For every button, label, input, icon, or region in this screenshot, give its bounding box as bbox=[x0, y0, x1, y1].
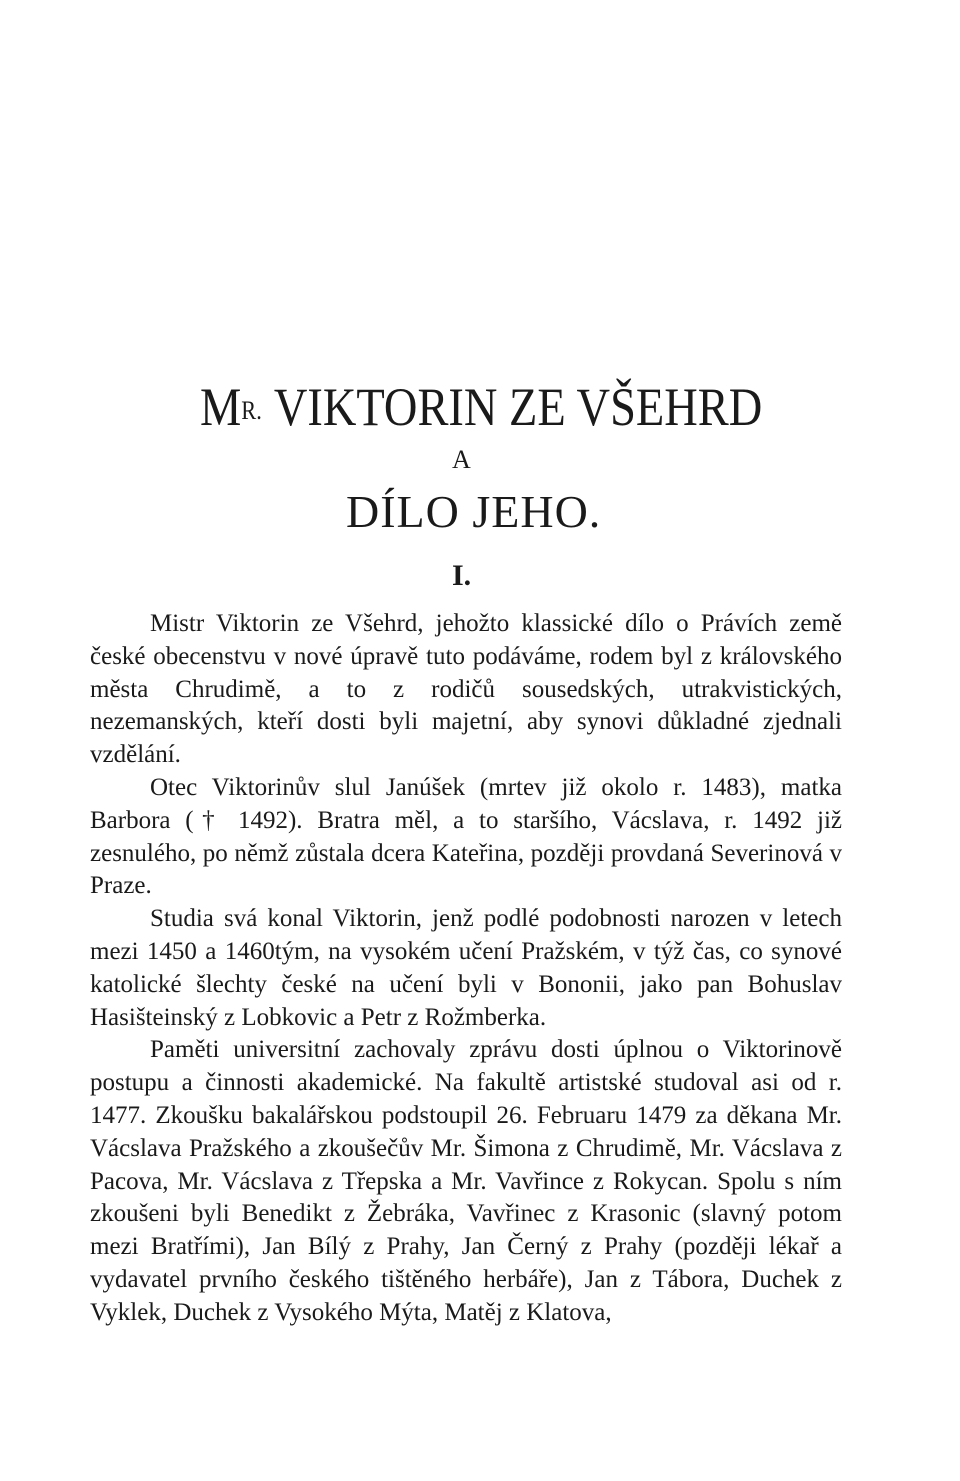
page-title bbox=[200, 375, 763, 439]
title-mr: M bbox=[200, 377, 242, 437]
paragraph-3: Studia svá konal Viktorin, jenž podlé podobnosti narozen v letech mezi 1450 a 1460tým, na vysokém učení Pražském, v týž čas, co synové katolické šlechty české na učení byli v Bononii, jako pan Bohuslav Hasišteinský z Lobkovic a Petr z Rožmberka. bbox=[90, 905, 842, 1031]
page-subtitle: DÍLO JEHO. bbox=[346, 486, 602, 537]
section-number: I. bbox=[452, 559, 472, 592]
title-conjunction: A bbox=[452, 445, 471, 474]
body-text bbox=[90, 608, 842, 1330]
paragraph-1: Mistr Viktorin ze Všehrd, jehožto klassické dílo o Právích země české obecenstvu v nové úpravě tuto podáváme, rodem byl z královského města Chrudimě, a to z rodičů sousedských, utrakvistických, nezemanských, kteří dosti byli majetní, aby synovi důkladné zjednali vzdělání. bbox=[90, 610, 842, 769]
paragraph-2: Otec Viktorinův slul Janúšek (mrtev již okolo r. 1483), matka Barbora († 1492). Bratra měl, a to staršího, Vácslava, r. 1492 již zesnulého, po němž zůstala dcera Kateřina, později provdaná Severinová v Praze. bbox=[90, 773, 842, 900]
title-main: VIKTORIN ZE VŠEHRD bbox=[273, 377, 763, 437]
title-mr-superscript: R. bbox=[241, 396, 262, 425]
paragraph-4: Paměti universitní zachovaly zprávu dosti úplnou o Viktorinově postupu a činnosti akademické. Na fakultě artistské studoval asi od r. 1477. Zkoušku bakalářskou podstoupil 26. Februaru 1479 za děkana Mr. Vácslava Pražského a zkoušečův Mr. Šimona z Chrudimě, Mr. Vácslava z Pacova, Mr. Vácslava z Třepska a Mr. Vavřince z Rokycan. Spolu s ním zkoušeni byli Benedikt z Žebráka, Vavřinec z Krasonic (slavný potom mezi Bratřími), Jan Bílý z Prahy, Jan Černý z Prahy (později lékař a vydavatel prvního českého tištěného herbáře), Jan z Tábora, Duchek z Vyklek, Duchek z Vysokého Mýta, Matěj z Klatova, bbox=[90, 1036, 842, 1326]
